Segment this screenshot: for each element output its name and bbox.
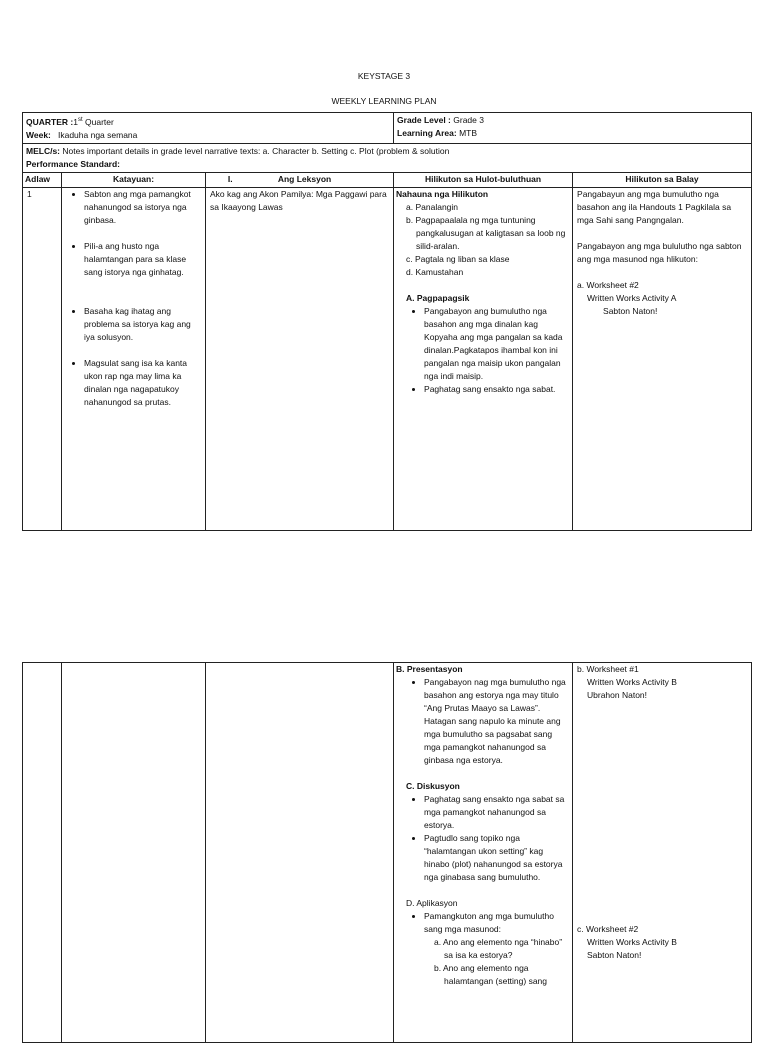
pagpapagsik-item: • Pangabayon ang bumulutho nga basahon ang mga dinalan kag Kopyaha ang mga pangalan sa kada dinalan.Pagkatapos ihambal kon ini pangalan nga maisip ukon pangalan nga indi maisip.	[424, 305, 568, 383]
katayuan-item: • Sabton ang mga pamangkot nahanungod sa istorya nga ginbasa.	[84, 188, 201, 227]
pagpapagsik-list	[396, 305, 568, 396]
melc-value: Notes important details in grade level narrative texts: a. Character b. Setting c. Plot (problem & solution	[60, 145, 450, 156]
balay-cell-page-1	[573, 187, 752, 530]
presentasyon-title: B. Presentasyon	[396, 664, 463, 674]
melc-cell	[23, 143, 752, 172]
leksyon-cell: Ako kag ang Akon Pamilya: Mga Paggawi para sa Ikaayong Lawas	[206, 187, 394, 530]
balay-worksheet-b: b. Worksheet #1	[577, 664, 639, 674]
katayuan-item: • Magsulat sang isa ka kanta ukon rap nga may lima ka dinalan nga nagapatukoy nahanungod sa prutas.	[84, 357, 201, 409]
diskusyon-title: C. Diskusyon	[406, 781, 460, 791]
keystage-heading: KEYSTAGE 3	[357, 71, 411, 81]
balay-worksheet-c: c. Worksheet #2	[577, 924, 639, 934]
col-leksyon	[206, 172, 394, 187]
col-balay: Hilikuton sa Balay	[573, 172, 752, 187]
performance-standard-label: Performance Standard:	[26, 158, 120, 169]
balay-worksheet-c-task: Sabton Naton!	[587, 950, 642, 960]
nahauna-title: Nahauna nga Hilikuton	[396, 188, 489, 199]
col-hulot: Hilikuton sa Hulot-buluthuan	[394, 172, 573, 187]
day-cell: 1	[23, 187, 62, 530]
presentasyon-item: • Pangabayon nag mga bumulutho nga basahon ang estorya nga may titulo “Ang Prutas Maayo sa Lawas”. Hatagan sang napulo ka minute ang mga bumulutho sa pagsabat sang mga pamangkot nahanungod sa ginbasa nga estorya.	[424, 676, 568, 767]
diskusyon-item: • Pagtudlo sang topiko nga “halamtangan ukon setting” kag hinabo (plot) nahanungod sa estorya nga ginabasa sang bumulutho.	[424, 832, 568, 884]
col-katayuan: Katayuan:	[62, 172, 206, 187]
plan-table-page-1	[22, 112, 752, 531]
balay-worksheet-a-task: Sabton Naton!	[603, 305, 658, 316]
quarter-label: QUARTER :	[26, 116, 74, 127]
quarter-sup: st	[77, 117, 83, 123]
aplikasyon-list	[396, 910, 568, 936]
katayuan-item: • Pili-a ang husto nga halamtangan para sa klase sang istorya nga ginhatag.	[84, 240, 201, 279]
hulot-cell-page-2	[394, 663, 573, 1043]
plan-table-page-2	[22, 662, 752, 1043]
quarter-cell	[23, 113, 394, 144]
katayuan-cell-cont	[62, 663, 206, 1043]
balay-worksheet-b-activity: Written Works Activity B	[587, 677, 677, 687]
katayuan-cell	[62, 187, 206, 530]
col-leksyon-roman: I.	[227, 173, 233, 184]
balay-worksheet-a: a. Worksheet #2	[577, 279, 639, 290]
balay-cell-page-2	[573, 663, 752, 1043]
diskusyon-list	[396, 793, 568, 884]
aplikasyon-item: • Pamangkuton ang mga bumulutho sang mga masunod:	[424, 910, 568, 936]
day-cell-cont	[23, 663, 62, 1043]
nahauna-item: a. Panalangin	[406, 201, 459, 212]
grade-cell	[394, 113, 752, 144]
balay-worksheet-b-task: Ubrahon Naton!	[587, 690, 648, 700]
leksyon-cell-cont	[206, 663, 394, 1043]
balay-paragraph-1: Pangabayun ang mga bumulutho nga basahon ang ila Handouts 1 Pagkilala sa mga Sahi sang Pangngalan.	[577, 188, 732, 225]
katayuan-item: • Basaha kag ihatag ang problema sa istorya kag ang iya solusyon.	[84, 305, 201, 344]
hulot-cell-page-1	[394, 187, 573, 530]
nahauna-item: d. Kamustahan	[406, 266, 464, 277]
aplikasyon-question: b. Ano ang elemento nga halamtangan (setting) sang	[434, 963, 548, 986]
area-value: MTB	[456, 128, 478, 138]
plan-title: WEEKLY LEARNING PLAN	[331, 96, 437, 106]
grade-value: Grade 3	[450, 115, 484, 125]
week-value: Ikaduha nga semana	[57, 129, 138, 140]
aplikasyon-question: a. Ano ang elemento nga “hinabo” sa isa ka estorya?	[434, 937, 563, 960]
area-label: Learning Area:	[397, 128, 457, 138]
week-label: Week:	[26, 129, 51, 140]
quarter-number: 1	[73, 116, 78, 127]
pagpapagsik-item: • Paghatag sang ensakto nga sabat.	[424, 383, 568, 396]
col-leksyon-label: Ang Leksyon	[277, 173, 332, 184]
katayuan-list	[62, 188, 201, 409]
balay-worksheet-c-activity: Written Works Activity B	[587, 937, 677, 947]
balay-paragraph-2: Pangabayon ang mga bululutho nga sabton ang mga masunod nga hlikuton:	[577, 240, 742, 264]
balay-worksheet-a-activity: Written Works Activity A	[587, 292, 677, 303]
quarter-rest: Quarter	[82, 116, 114, 127]
aplikasyon-title: D. Aplikasyon	[406, 898, 458, 908]
nahauna-item: c. Pagtala ng liban sa klase	[406, 253, 510, 264]
nahauna-item: b. Pagpapaalala ng mga tuntuning pangkalusugan at kaligtasan sa loob ng silid-aralan.	[406, 214, 566, 251]
pagpapagsik-title: A. Pagpapagsik	[406, 292, 470, 303]
diskusyon-item: • Paghatag sang ensakto nga sabat sa mga pamangkot nahanungod sa estorya.	[424, 793, 568, 832]
col-adlaw: Adlaw	[23, 172, 62, 187]
melc-label: MELC/s:	[26, 145, 60, 156]
presentasyon-list	[396, 676, 568, 767]
grade-label: Grade Level :	[397, 115, 451, 125]
